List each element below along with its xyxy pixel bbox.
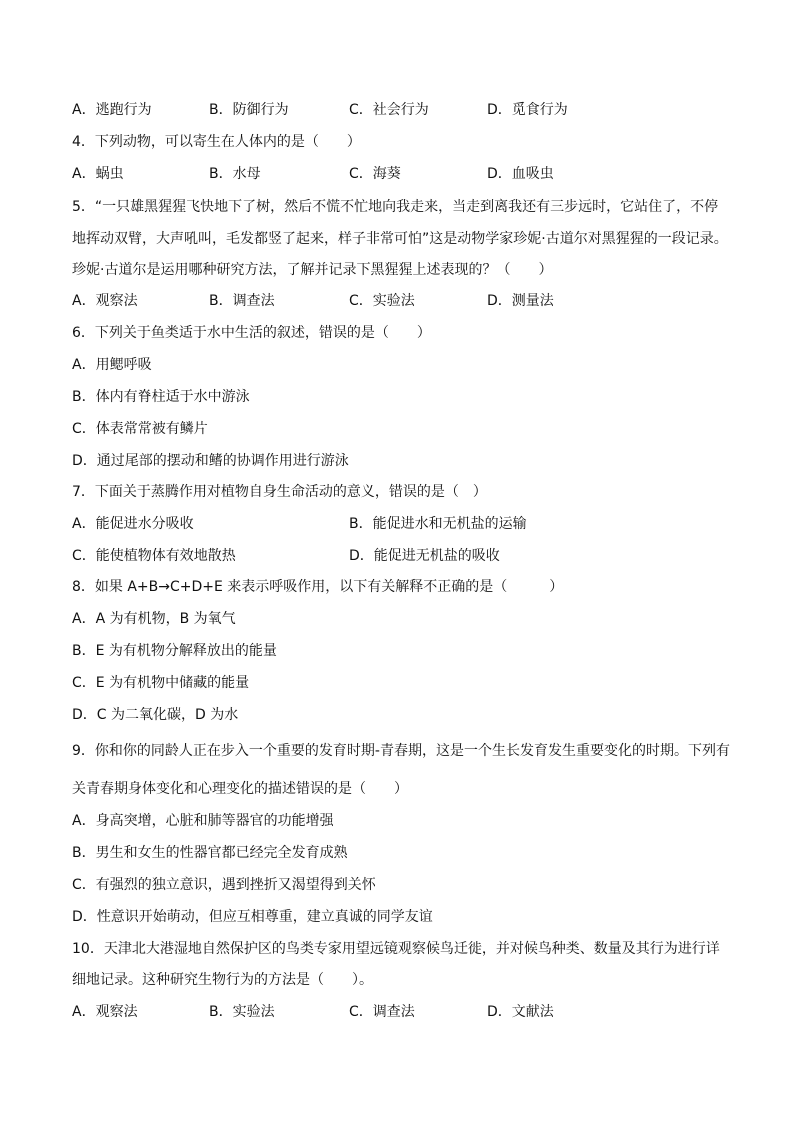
q6-stem: 6．下列关于鱼类适于水中生活的叙述，错误的是（ ） (72, 325, 431, 341)
q6-option-c: C．体表常常被有鳞片 (72, 421, 208, 437)
q4-options-row (72, 163, 746, 185)
q5-option-a: A．观察法 (72, 293, 138, 309)
q5-stem-line2: 地挥动双臂，大声吼叫，毛发都竖了起来，样子非常可怕”这是动物学家珍妮·古道尔对黑猩猩的一段记录。 (72, 231, 728, 247)
q3-options-row (72, 99, 746, 121)
q8-option-d: D．C 为二氧化碳，D 为水 (72, 707, 239, 723)
q5-option-c: C．实验法 (349, 293, 415, 309)
q4-option-a: A．蜗虫 (72, 166, 124, 182)
q7-option-d: D．能促进无机盐的吸收 (349, 548, 500, 564)
q4-option-b: B．水母 (209, 166, 261, 182)
q7-option-b: B．能促进水和无机盐的运输 (349, 516, 527, 532)
q8-option-c: C．E 为有机物中储藏的能量 (72, 675, 250, 691)
q9-stem-line2: 关青春期身体变化和心理变化的描述错误的是（ ） (72, 781, 408, 797)
q5-options-row (72, 290, 746, 312)
q4-stem: 4．下列动物，可以寄生在人体内的是（ ） (72, 134, 361, 150)
q10-stem-line2: 细地记录。这种研究生物行为的方法是（ ）。 (72, 972, 373, 988)
q6-option-b: B．体内有脊柱适于水中游泳 (72, 389, 250, 405)
q7-options-row2 (72, 545, 746, 567)
q5-option-d: D．测量法 (487, 293, 554, 309)
q6-option-d: D．通过尾部的摆动和鳍的协调作用进行游泳 (72, 453, 349, 469)
q5-option-b: B．调查法 (209, 293, 275, 309)
q7-options-row1 (72, 513, 746, 535)
q3-option-d: D．觅食行为 (487, 102, 568, 118)
q9-option-a: A．身高突增，心脏和肺等器官的功能增强 (72, 813, 334, 829)
q3-option-b: B．防御行为 (209, 102, 289, 118)
q10-option-d: D．文献法 (487, 1004, 554, 1020)
q7-option-c: C．能使植物体有效地散热 (72, 548, 236, 564)
q9-option-c: C．有强烈的独立意识，遇到挫折又渴望得到关怀 (72, 877, 376, 893)
q10-option-c: C．调查法 (349, 1004, 415, 1020)
q9-stem-line1: 9．你和你的同龄人正在步入一个重要的发育时期-青春期，这是一个生长发育发生重要变化的时期。下列有 (72, 743, 730, 759)
q3-option-c: C．社会行为 (349, 102, 429, 118)
q9-option-d: D．性意识开始萌动，但应互相尊重，建立真诚的同学友谊 (72, 909, 433, 925)
q8-stem: 8．如果 A+B→C+D+E 来表示呼吸作用，以下有关解释不正确的是（ ） (72, 579, 564, 595)
q7-option-a: A．能促进水分吸收 (72, 516, 194, 532)
q8-option-b: B．E 为有机物分解释放出的能量 (72, 643, 277, 659)
q10-stem-line1: 10．天津北大港湿地自然保护区的鸟类专家用望远镜观察候鸟迁徙，并对候鸟种类、数量及其行为进行详 (72, 941, 720, 957)
q5-stem-line1: 5．“一只雄黑猩猩飞快地下了树，然后不慌不忙地向我走来，当走到离我还有三步远时，它站住了，不停 (72, 199, 719, 215)
q8-option-a: A．A 为有机物，B 为氧气 (72, 611, 236, 627)
q10-option-b: B．实验法 (209, 1004, 275, 1020)
q4-option-d: D．血吸虫 (487, 166, 554, 182)
q5-stem-line3: 珍妮·古道尔是运用哪种研究方法，了解并记录下黑猩猩上述表现的？（ ） (72, 262, 553, 278)
q4-option-c: C．海葵 (349, 166, 401, 182)
q6-option-a: A．用鳃呼吸 (72, 357, 152, 373)
q10-option-a: A．观察法 (72, 1004, 138, 1020)
q3-option-a: A．逃跑行为 (72, 102, 152, 118)
q9-option-b: B．男生和女生的性器官都已经完全发育成熟 (72, 845, 348, 861)
q7-stem: 7．下面关于蒸腾作用对植物自身生命活动的意义，错误的是（ ） (72, 484, 487, 500)
q10-options-row (72, 1001, 746, 1023)
